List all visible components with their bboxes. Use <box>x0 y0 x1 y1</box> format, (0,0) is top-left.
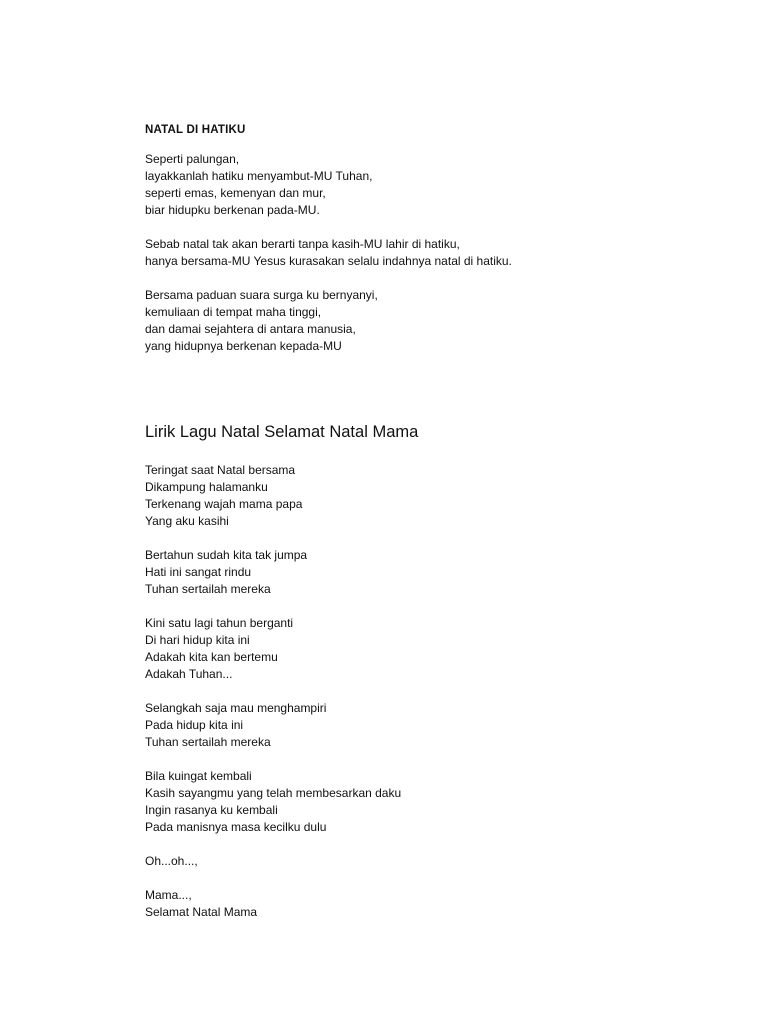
lyric-line: Yang aku kasihi <box>145 514 229 528</box>
poem1-body <box>145 151 512 355</box>
lyric-line: Sebab natal tak akan berarti tanpa kasih-MU lahir di hatiku, <box>145 237 460 251</box>
lyric-line: Selamat Natal Mama <box>145 905 258 919</box>
lyric-line: Hati ini sangat rindu <box>145 565 252 579</box>
stanza <box>145 236 512 270</box>
poem-selamat-natal-mama <box>145 462 401 921</box>
lyric-line: Bertahun sudah kita tak jumpa <box>145 548 308 562</box>
lyric-line: yang hidupnya berkenan kepada-MU <box>145 339 342 353</box>
lyric-line: layakkanlah hatiku menyambut-MU Tuhan, <box>145 169 373 183</box>
lyric-line: Tuhan sertailah mereka <box>145 735 271 749</box>
lyric-line: Oh...oh..., <box>145 854 198 868</box>
stanza-gap <box>145 751 401 768</box>
lyric-line: Pada manisnya masa kecilku dulu <box>145 820 327 834</box>
lyric-line: Bila kuingat kembali <box>145 769 252 783</box>
lyric-line: Mama..., <box>145 888 192 902</box>
lyric-line: Di hari hidup kita ini <box>145 633 250 647</box>
stanza-gap <box>145 219 512 236</box>
lyric-line: Seperti palungan, <box>145 152 240 166</box>
poem1-title: NATAL DI HATIKU <box>145 124 246 136</box>
lyric-line: kemuliaan di tempat maha tinggi, <box>145 305 322 319</box>
stanza <box>145 151 512 219</box>
stanza <box>145 547 401 598</box>
lyric-line: Terkenang wajah mama papa <box>145 497 303 511</box>
stanza <box>145 615 401 683</box>
stanza-gap <box>145 598 401 615</box>
stanza <box>145 887 401 921</box>
lyric-line: seperti emas, kemenyan dan mur, <box>145 186 326 200</box>
poem2-body <box>145 462 401 921</box>
lyric-line: hanya bersama-MU Yesus kurasakan selalu indahnya natal di hatiku. <box>145 254 512 268</box>
stanza <box>145 853 401 870</box>
lyric-line: Selangkah saja mau menghampiri <box>145 701 327 715</box>
lyric-line: Dikampung halamanku <box>145 480 268 494</box>
stanza-gap <box>145 870 401 887</box>
stanza <box>145 768 401 836</box>
stanza-gap <box>145 530 401 547</box>
poem2-title: Lirik Lagu Natal Selamat Natal Mama <box>145 423 419 441</box>
stanza <box>145 462 401 530</box>
lyric-line: dan damai sejahtera di antara manusia, <box>145 322 356 336</box>
lyric-line: Bersama paduan suara surga ku bernyanyi, <box>145 288 378 302</box>
lyric-line: Teringat saat Natal bersama <box>145 463 296 477</box>
lyric-line: Pada hidup kita ini <box>145 718 244 732</box>
lyric-line: Tuhan sertailah mereka <box>145 582 271 596</box>
poem-natal-di-hatiku <box>145 123 512 355</box>
lyric-line: biar hidupku berkenan pada-MU. <box>145 203 320 217</box>
stanza-gap <box>145 270 512 287</box>
lyric-line: Kasih sayangmu yang telah membesarkan daku <box>145 786 402 800</box>
lyric-line: Adakah Tuhan... <box>145 667 233 681</box>
lyric-line: Adakah kita kan bertemu <box>145 650 278 664</box>
lyric-line: Kini satu lagi tahun berganti <box>145 616 294 630</box>
stanza <box>145 287 512 355</box>
stanza-gap <box>145 683 401 700</box>
stanza <box>145 700 401 751</box>
lyric-line: Ingin rasanya ku kembali <box>145 803 278 817</box>
stanza-gap <box>145 836 401 853</box>
